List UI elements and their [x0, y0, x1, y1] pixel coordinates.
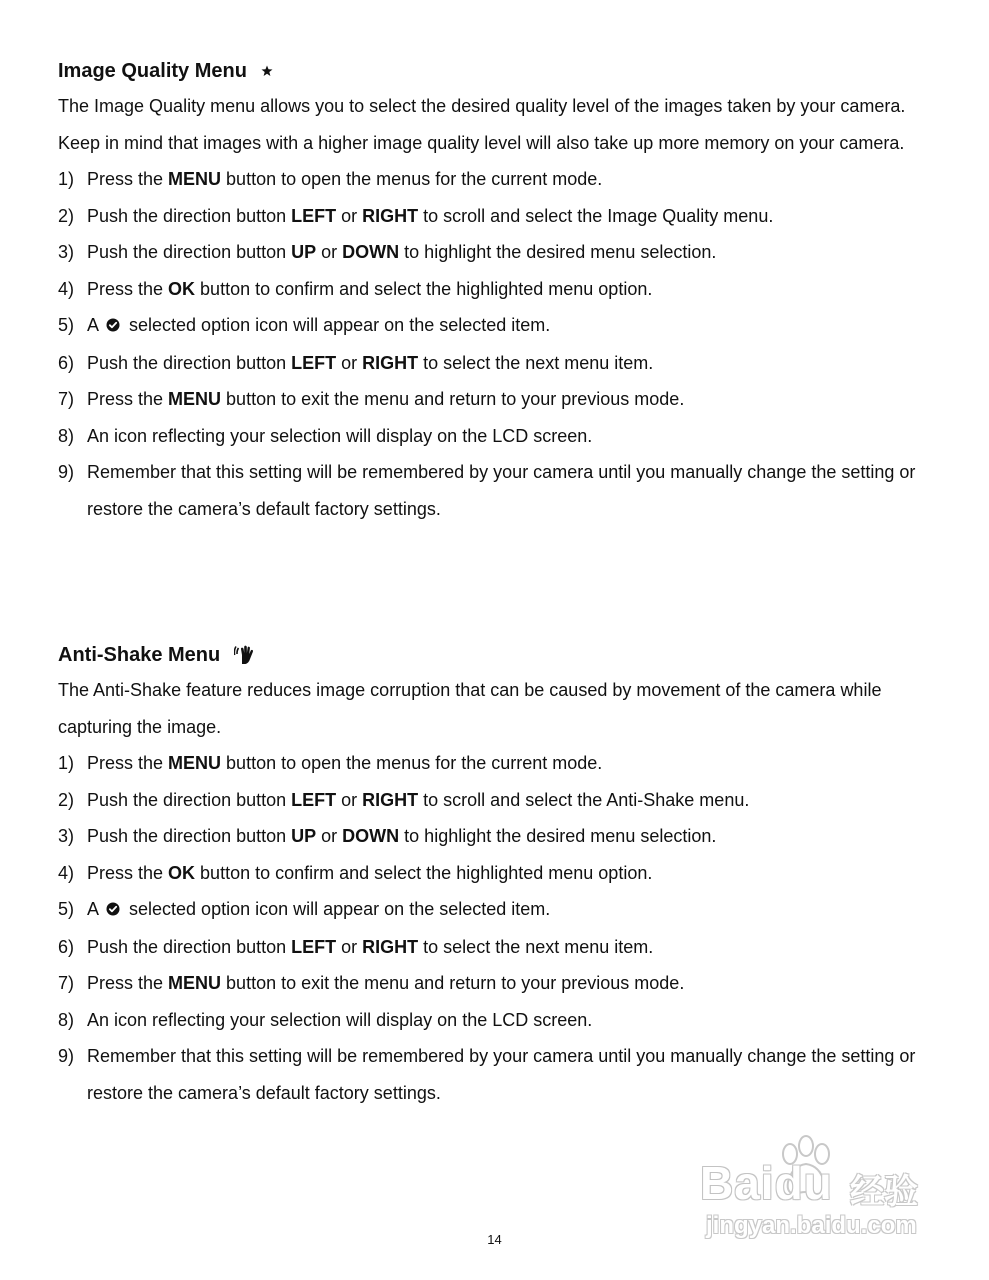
step-text-part: Press the — [87, 278, 169, 299]
step-text-part: Push the direction button — [87, 205, 292, 226]
list-item — [58, 891, 938, 929]
step-number: 7) — [58, 389, 75, 409]
step-text — [87, 855, 938, 892]
step-number: 3) — [58, 826, 75, 846]
step-text-part: to highlight the desired menu selection. — [399, 826, 717, 846]
step-text-part: Remember that this setting will be remembered by your camera until you manually change the setting or restore the camera’s default factory settings. — [87, 462, 916, 519]
step-number: 1) — [58, 169, 75, 189]
watermark-brand: Baidu — [700, 1157, 833, 1209]
steps-list — [58, 161, 938, 527]
step-number: 8) — [58, 425, 75, 446]
watermark-brand-cn: 经验 — [850, 1173, 918, 1211]
list-item — [58, 381, 938, 418]
step-text — [87, 271, 938, 308]
step-text-part: Push the direction button — [87, 936, 292, 957]
step-text-part: or — [316, 826, 343, 846]
step-number: 7) — [58, 973, 75, 993]
image-quality-section — [58, 56, 938, 527]
step-keyword: UP — [291, 826, 317, 846]
step-text — [87, 454, 938, 527]
step-text — [87, 161, 938, 198]
step-text-part: selected option icon will appear on the selected item. — [129, 315, 551, 335]
list-item — [58, 307, 938, 345]
step-number: 5) — [58, 899, 75, 919]
step-text-part: or — [336, 205, 363, 226]
step-keyword: RIGHT — [362, 205, 419, 226]
baidu-watermark — [700, 1132, 940, 1244]
list-item — [58, 745, 938, 782]
step-text-part: or — [316, 242, 343, 262]
step-keyword: RIGHT — [362, 352, 419, 373]
list-item — [58, 234, 938, 271]
step-number: 1) — [58, 753, 75, 773]
step-text-part: button to confirm and select the highlighted menu option. — [195, 862, 653, 883]
steps-list — [58, 745, 938, 1111]
step-text-part: Push the direction button — [87, 352, 292, 373]
step-keyword: RIGHT — [362, 789, 419, 810]
list-item — [58, 782, 938, 819]
step-text — [87, 782, 938, 819]
step-text — [87, 345, 938, 382]
step-text-part: or — [336, 352, 363, 373]
section-heading — [58, 640, 938, 670]
step-text — [87, 929, 938, 966]
step-text-part: or — [336, 936, 363, 957]
step-text — [87, 418, 938, 455]
selected-option-icon — [106, 308, 120, 345]
step-text-part: Press the — [87, 753, 169, 773]
step-text — [87, 891, 938, 929]
list-item — [58, 345, 938, 382]
step-text-part: An icon reflecting your selection will display on the LCD screen. — [87, 425, 593, 446]
watermark-url: jingyan.baidu.com — [706, 1212, 917, 1239]
section-intro: The Image Quality menu allows you to select the desired quality level of the images taken by your camera. Keep in mind that images with a higher image quality level will also take up more memory on your camera. — [58, 96, 906, 153]
step-keyword: UP — [291, 242, 317, 262]
step-text-part: Remember that this setting will be remembered by your camera until you manually change the setting or restore the camera’s default factory settings. — [87, 1046, 916, 1103]
step-keyword: RIGHT — [362, 936, 419, 957]
step-keyword: LEFT — [291, 789, 337, 810]
step-text-part: button to exit the menu and return to your previous mode. — [221, 389, 685, 409]
selected-option-icon — [106, 892, 120, 929]
step-keyword: DOWN — [342, 826, 400, 846]
step-keyword: LEFT — [291, 352, 337, 373]
step-text — [87, 1038, 938, 1111]
step-text-part: A — [87, 899, 100, 919]
step-number: 2) — [58, 789, 75, 810]
step-text-part: to highlight the desired menu selection. — [399, 242, 717, 262]
step-text — [87, 234, 938, 271]
step-text-part: Push the direction button — [87, 242, 292, 262]
anti-shake-section — [58, 640, 938, 1111]
step-text-part: Push the direction button — [87, 826, 292, 846]
step-keyword: MENU — [168, 169, 222, 189]
step-text-part: An icon reflecting your selection will display on the LCD screen. — [87, 1009, 593, 1030]
step-number: 9) — [58, 462, 75, 482]
step-text-part: Press the — [87, 389, 169, 409]
step-text — [87, 965, 938, 1002]
step-number: 6) — [58, 352, 75, 373]
step-keyword: MENU — [168, 973, 222, 993]
step-text — [87, 818, 938, 855]
list-item — [58, 198, 938, 235]
step-number: 2) — [58, 205, 75, 226]
step-keyword: DOWN — [342, 242, 400, 262]
step-keyword: LEFT — [291, 205, 337, 226]
list-item — [58, 1038, 938, 1111]
step-text-part: to select the next menu item. — [418, 936, 654, 957]
step-text-part: Press the — [87, 973, 169, 993]
step-text-part: A — [87, 315, 100, 335]
step-keyword: OK — [168, 862, 196, 883]
step-text-part: or — [336, 789, 363, 810]
step-number: 4) — [58, 278, 75, 299]
step-text-part: to scroll and select the Image Quality menu. — [418, 205, 774, 226]
step-text — [87, 1002, 938, 1039]
step-text — [87, 745, 938, 782]
list-item — [58, 454, 938, 527]
step-number: 3) — [58, 242, 75, 262]
list-item — [58, 855, 938, 892]
step-number: 8) — [58, 1009, 75, 1030]
step-text-part: button to open the menus for the current mode. — [221, 753, 603, 773]
list-item — [58, 271, 938, 308]
step-number: 6) — [58, 936, 75, 957]
step-number: 4) — [58, 862, 75, 883]
step-text-part: button to open the menus for the current mode. — [221, 169, 603, 189]
section-intro: The Anti-Shake feature reduces image corruption that can be caused by movement of the camera while capturing the image. — [58, 680, 882, 737]
list-item — [58, 965, 938, 1002]
step-text — [87, 381, 938, 418]
list-item — [58, 418, 938, 455]
step-keyword: OK — [168, 278, 196, 299]
step-text-part: Press the — [87, 169, 169, 189]
step-text-part: to select the next menu item. — [418, 352, 654, 373]
section-title: Anti-Shake Menu — [58, 644, 221, 666]
step-text — [87, 198, 938, 235]
list-item — [58, 161, 938, 198]
step-keyword: MENU — [168, 389, 222, 409]
list-item — [58, 818, 938, 855]
step-keyword: MENU — [168, 753, 222, 773]
step-text-part: selected option icon will appear on the selected item. — [129, 899, 551, 919]
step-text-part: button to exit the menu and return to your previous mode. — [221, 973, 685, 993]
step-keyword: LEFT — [291, 936, 337, 957]
step-text-part: button to confirm and select the highlighted menu option. — [195, 278, 653, 299]
step-number: 5) — [58, 315, 75, 335]
step-text — [87, 307, 938, 345]
section-heading — [58, 56, 938, 86]
star-icon — [261, 65, 273, 77]
hand-shake-icon — [234, 644, 256, 666]
step-text-part: Push the direction button — [87, 789, 292, 810]
list-item — [58, 1002, 938, 1039]
step-text-part: to scroll and select the Anti-Shake menu. — [418, 789, 750, 810]
section-title: Image Quality Menu — [58, 60, 247, 82]
page-number: 14 — [487, 1232, 502, 1247]
list-item — [58, 929, 938, 966]
step-number: 9) — [58, 1046, 75, 1066]
step-text-part: Press the — [87, 862, 169, 883]
